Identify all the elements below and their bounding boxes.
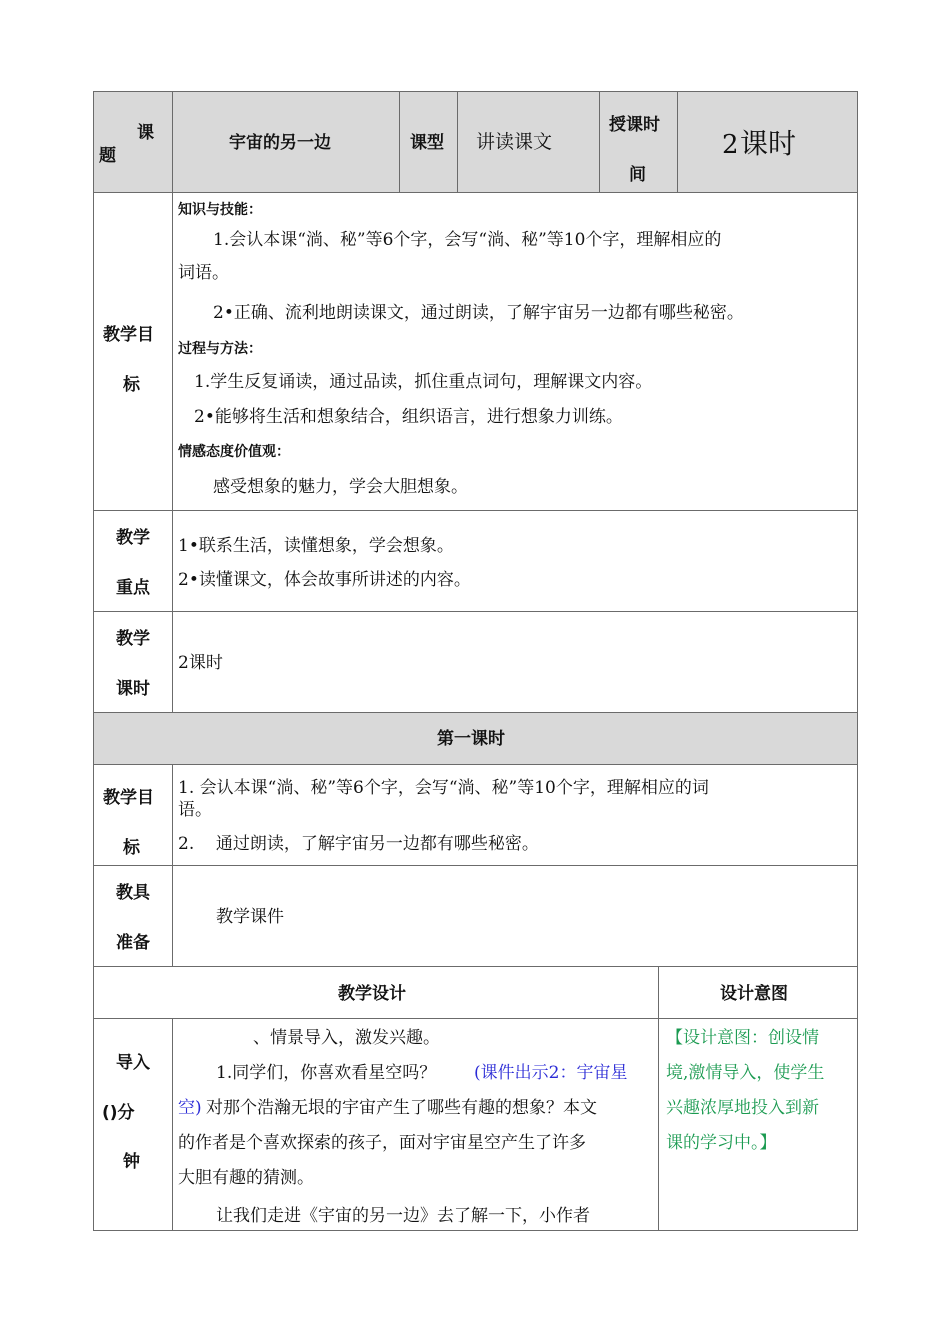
time-value-unit: 课时	[740, 127, 797, 160]
design-intent-line1: 【设计意图：创设情	[666, 1028, 819, 1048]
intro-courseware-note: (课件出示2：宇宙星	[474, 1063, 628, 1083]
table-border	[93, 510, 858, 511]
topic-value: 宇宙的另一边	[229, 133, 331, 153]
type-value: 讲读课文	[476, 131, 553, 153]
process-heading: 过程与方法：	[178, 341, 262, 357]
knowledge-heading: 知识与技能：	[178, 202, 262, 218]
intent-column-header: 设计意图	[720, 984, 788, 1004]
intro-line2: 对那个浩瀚无垠的宇宙产生了哪些有趣的想象？本文	[206, 1098, 597, 1118]
tools-label-part1: 教具	[116, 883, 150, 903]
table-border	[599, 91, 600, 192]
intro-label-part2: ()分	[102, 1103, 135, 1123]
goals-label-part1: 教学目	[103, 325, 154, 345]
time-label-part2: 间	[629, 165, 646, 185]
time-label-part1: 授课时	[609, 115, 660, 135]
knowledge-item-2: 2•正确、流利地朗读课文，通过朗读，了解宇宙另一边都有哪些秘密。	[213, 303, 744, 323]
lesson-title: 第一课时	[437, 729, 505, 749]
intro-section-title: 、情景导入，激发兴趣。	[253, 1028, 440, 1048]
table-border	[93, 1018, 858, 1019]
table-border	[93, 91, 858, 92]
table-border	[93, 712, 858, 713]
topic-label-part2: 题	[99, 146, 116, 166]
hours-label-part1: 教学	[116, 629, 150, 649]
knowledge-item-1-line2: 词语。	[178, 263, 229, 283]
table-border	[658, 966, 659, 1231]
lesson-goal-1-line2: 语。	[178, 800, 212, 820]
hours-label-part2: 课时	[116, 679, 150, 699]
design-column-header: 教学设计	[338, 984, 406, 1004]
intro-line3: 的作者是个喜欢探索的孩子，面对宇宙星空产生了许多	[178, 1133, 586, 1153]
hours-value: 2课时	[178, 653, 223, 673]
lesson-goals-label-part2: 标	[123, 838, 140, 858]
lesson-goals-label-part1: 教学目	[103, 788, 154, 808]
lesson-goal-1-line1: 1. 会认本课“淌、秘”等6个字，会写“淌、秘”等10个字，理解相应的词	[178, 778, 709, 798]
intro-line1: 1.同学们，你喜欢看星空吗？	[216, 1063, 437, 1083]
intro-label-part3: 钟	[123, 1152, 140, 1172]
table-border	[93, 1230, 858, 1231]
table-border	[93, 966, 858, 967]
table-border	[93, 764, 858, 765]
intro-line5: 让我们走进《宇宙的另一边》去了解一下，小作者	[216, 1206, 590, 1226]
time-value-number: 2	[722, 130, 739, 160]
table-border	[677, 91, 678, 192]
intro-courseware-note-end: 空)	[178, 1098, 202, 1118]
table-border	[857, 91, 858, 1231]
intro-label-part1: 导入	[116, 1053, 150, 1073]
intro-line4: 大胆有趣的猜测。	[178, 1168, 314, 1188]
type-label: 课型	[410, 133, 444, 153]
keypoints-label-part2: 重点	[116, 578, 150, 598]
design-intent-line4: 课的学习中。】	[666, 1133, 777, 1153]
keypoint-item-1: 1•联系生活，读懂想象，学会想象。	[178, 536, 454, 556]
table-border	[399, 91, 400, 192]
table-border	[93, 192, 858, 193]
table-border	[172, 764, 173, 967]
table-border	[93, 611, 858, 612]
table-border	[93, 865, 858, 866]
emotion-item-1: 感受想象的魅力，学会大胆想象。	[213, 477, 468, 497]
topic-label-part1: 课	[137, 123, 154, 143]
table-border	[172, 91, 173, 713]
design-intent-line2: 境,激情导入，使学生	[666, 1063, 825, 1083]
process-item-1: 1.学生反复诵读，通过品读，抓住重点词句，理解课文内容。	[194, 372, 653, 392]
tools-label-part2: 准备	[116, 933, 150, 953]
table-border	[457, 91, 458, 192]
design-intent-line3: 兴趣浓厚地投入到新	[666, 1098, 819, 1118]
process-item-2: 2•能够将生活和想象结合，组织语言，进行想象力训练。	[194, 407, 623, 427]
emotion-heading: 情感态度价值观：	[178, 444, 290, 460]
table-border	[172, 1018, 173, 1231]
table-border	[93, 91, 94, 1231]
goals-label-part2: 标	[123, 375, 140, 395]
tools-value: 教学课件	[216, 907, 284, 927]
lesson-goal-2: 2. 通过朗读，了解宇宙另一边都有哪些秘密。	[178, 834, 539, 854]
keypoints-label-part1: 教学	[116, 528, 150, 548]
keypoint-item-2: 2•读懂课文，体会故事所讲述的内容。	[178, 570, 471, 590]
knowledge-item-1-line1: 1.会认本课“淌、秘”等6个字，会写“淌、秘”等10个字，理解相应的	[213, 230, 722, 250]
